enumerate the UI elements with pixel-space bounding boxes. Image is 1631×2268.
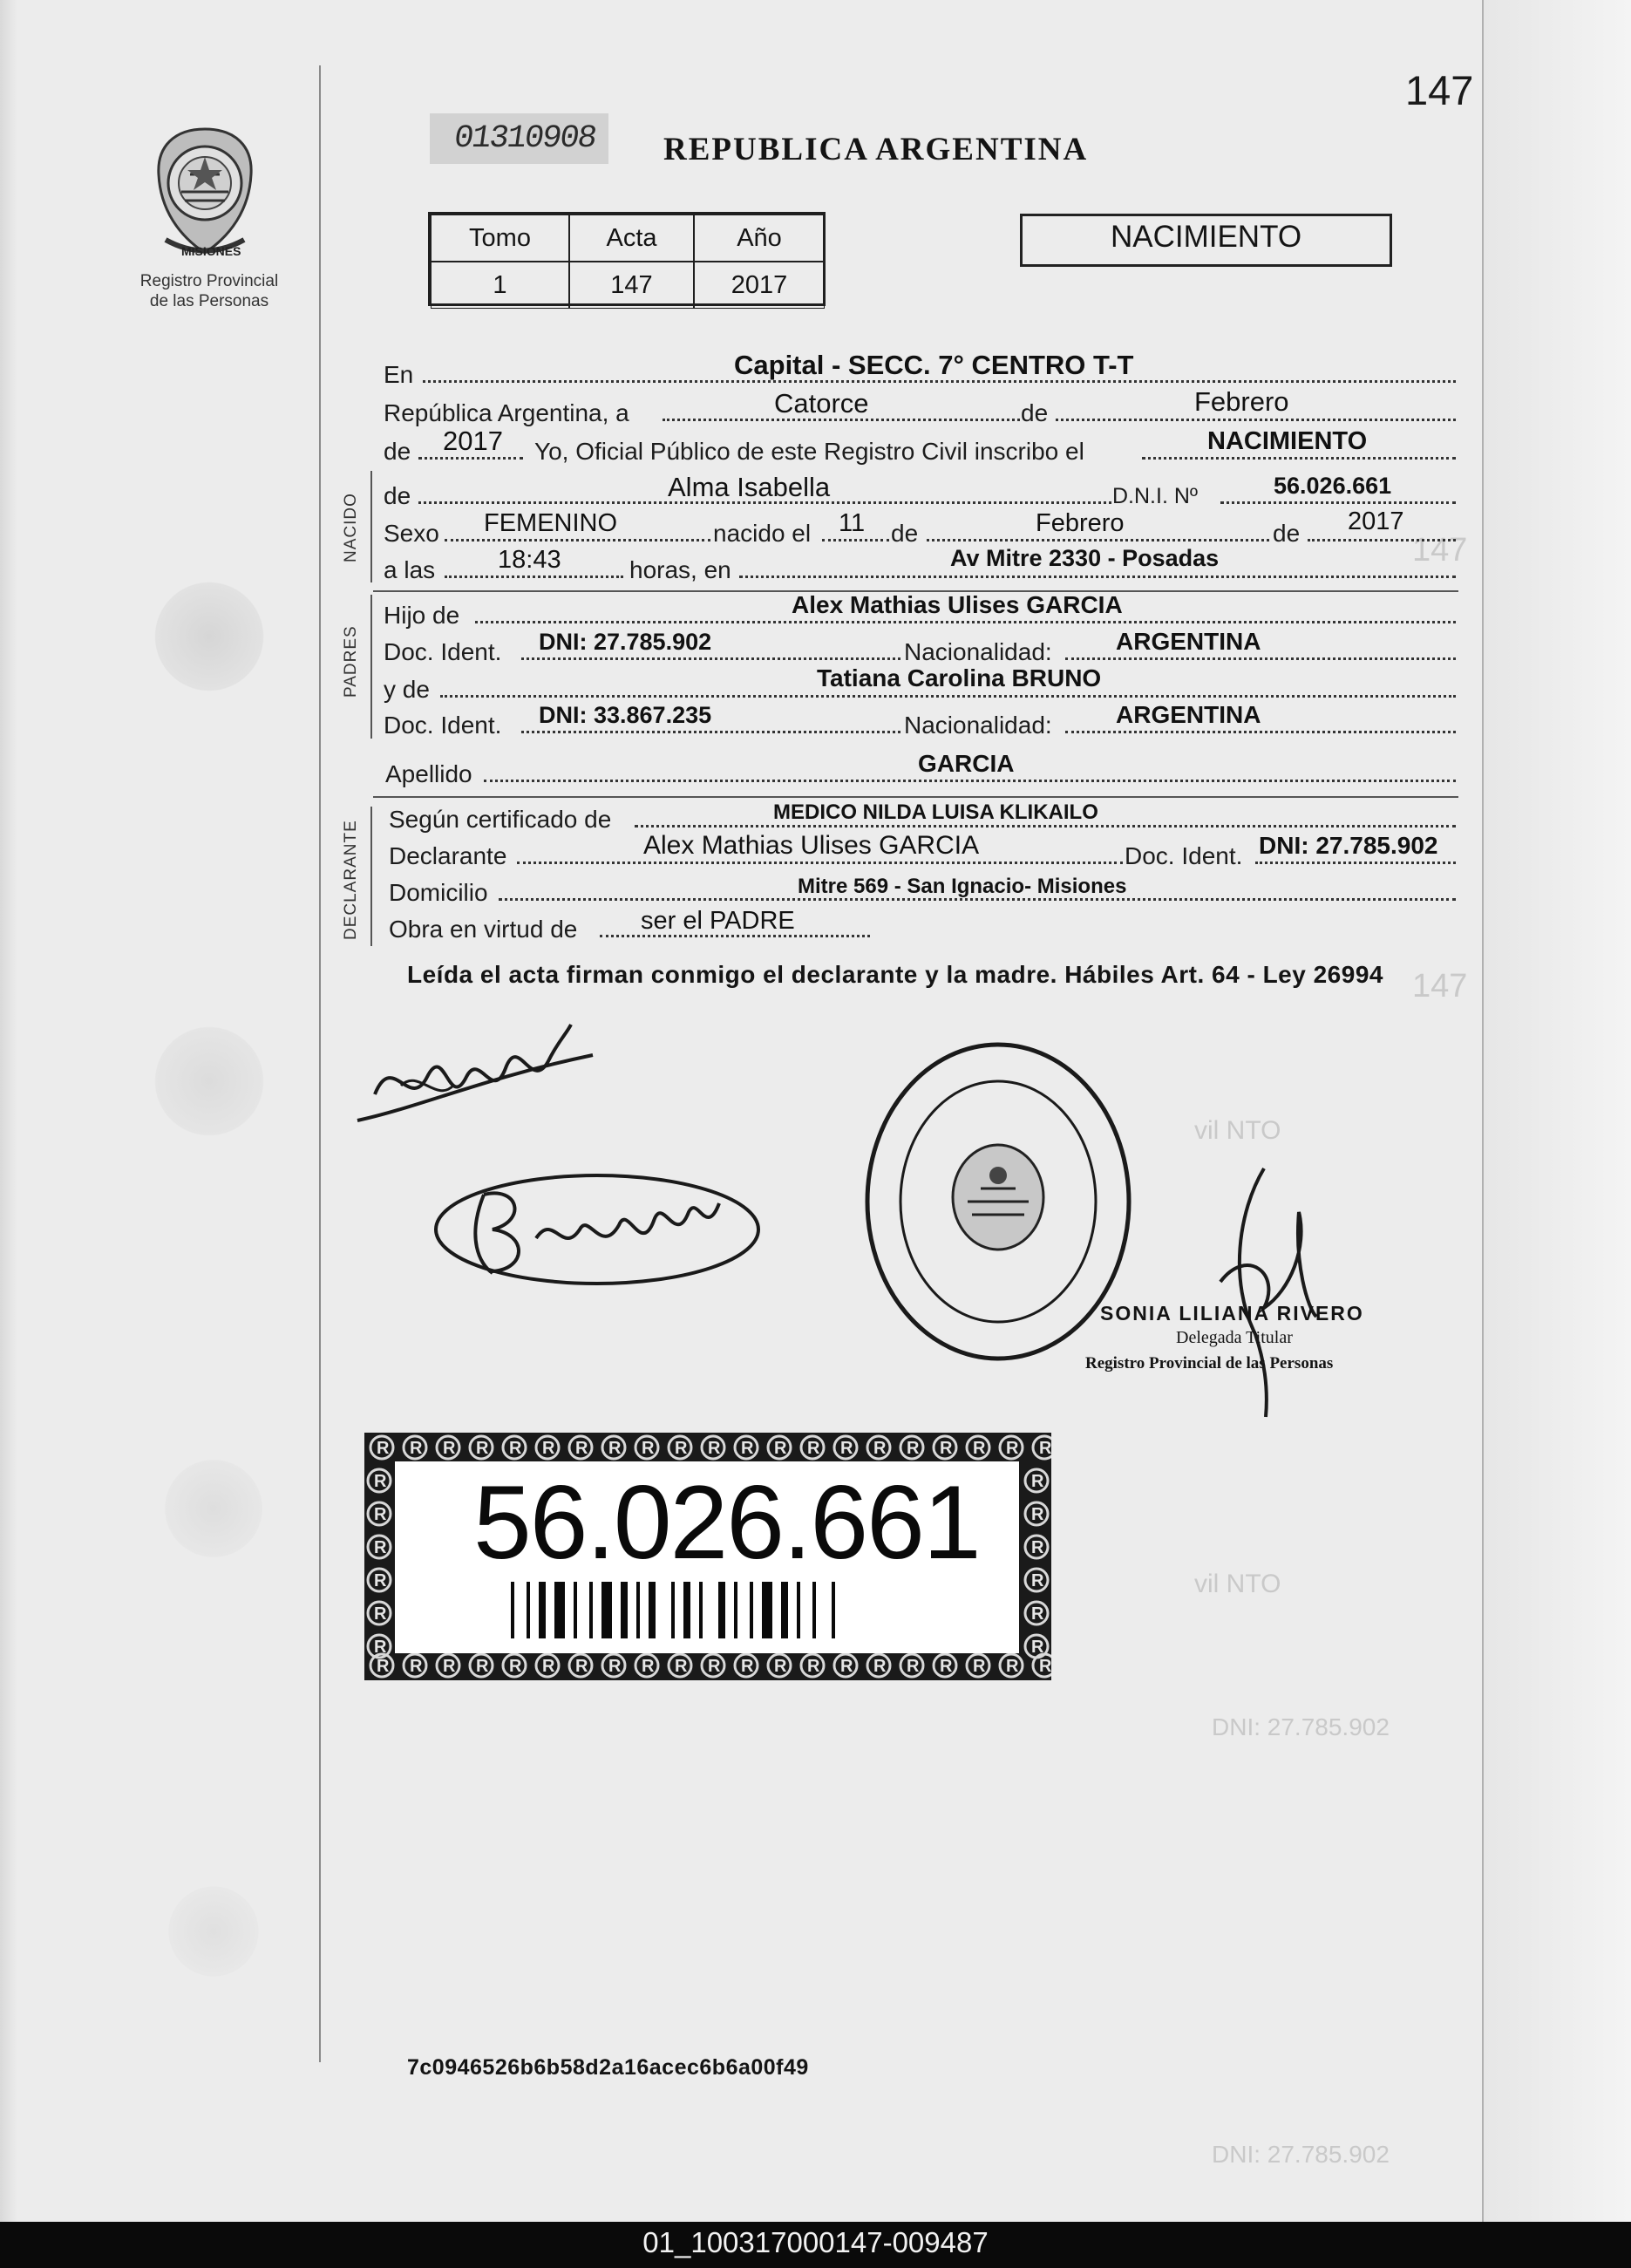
faded-stamp bbox=[148, 571, 270, 702]
reason-value: ser el PADRE bbox=[641, 907, 795, 935]
label-domicilio: Domicilio bbox=[389, 879, 488, 906]
birth-day: 11 bbox=[839, 509, 866, 537]
dotted-line bbox=[1255, 862, 1456, 864]
right-rule bbox=[1482, 0, 1484, 2222]
svg-text:R: R bbox=[509, 1439, 522, 1458]
declarant-signature bbox=[349, 1016, 610, 1173]
svg-text:R: R bbox=[1031, 1538, 1044, 1557]
svg-text:R: R bbox=[608, 1439, 622, 1458]
footer-id: 01_100317000147-009487 bbox=[642, 2226, 989, 2258]
barcode-bars bbox=[511, 1582, 916, 1638]
label-hijo-de: Hijo de bbox=[384, 602, 460, 629]
section-label-padres: PADRES bbox=[342, 625, 360, 698]
document-hash: 7c0946526b6b58d2a16acec6b6a00f49 bbox=[407, 2055, 809, 2080]
surname: GARCIA bbox=[918, 750, 1015, 777]
faded-stamp bbox=[161, 1447, 266, 1570]
label-de-year: de bbox=[1273, 520, 1301, 547]
table-header-acta: Acta bbox=[569, 215, 694, 262]
table-value-acta: 147 bbox=[569, 262, 694, 309]
svg-text:R: R bbox=[476, 1657, 489, 1676]
table-header-anio: Año bbox=[694, 215, 825, 262]
bleed-through-ghost: DNI: 27.785.902 bbox=[1212, 2141, 1390, 2168]
svg-text:R: R bbox=[374, 1604, 387, 1624]
label-yo: Yo, Oficial Público de este Registro Civil inscribo el bbox=[534, 438, 1084, 465]
svg-text:R: R bbox=[675, 1657, 688, 1676]
svg-text:R: R bbox=[443, 1439, 456, 1458]
label-horas-en: horas, en bbox=[629, 556, 731, 583]
page-edge-shadow bbox=[0, 0, 17, 2222]
month-value: Febrero bbox=[1194, 386, 1289, 417]
svg-text:R: R bbox=[374, 1638, 387, 1657]
dotted-line bbox=[663, 419, 1020, 421]
dotted-line bbox=[418, 457, 523, 460]
emblem-caption-2: de las Personas bbox=[149, 292, 269, 310]
label-obra: Obra en virtud de bbox=[389, 916, 578, 943]
official-title: Delegada Titular bbox=[1176, 1328, 1293, 1347]
svg-text:R: R bbox=[675, 1439, 688, 1458]
label-de-month: de bbox=[891, 520, 919, 547]
place-value: Capital - SECC. 7° CENTRO T-T bbox=[734, 350, 1134, 380]
faded-stamp bbox=[166, 1875, 262, 1988]
label-de-nacido: de bbox=[384, 482, 411, 509]
official-seal bbox=[859, 1032, 1138, 1372]
record-type: NACIMIENTO bbox=[1110, 220, 1302, 254]
page-number: 147 bbox=[1405, 67, 1474, 113]
emblem-ring-bottom: MISIONES bbox=[181, 244, 241, 258]
svg-text:R: R bbox=[374, 1472, 387, 1491]
dotted-line bbox=[484, 780, 1456, 782]
svg-text:R: R bbox=[1039, 1439, 1051, 1458]
official-name: SONIA LILIANA RIVERO bbox=[1100, 1302, 1364, 1325]
dotted-line bbox=[521, 731, 900, 733]
svg-text:R: R bbox=[374, 1538, 387, 1557]
child-name: Alma Isabella bbox=[668, 472, 831, 502]
svg-text:R: R bbox=[476, 1439, 489, 1458]
label-de2: de bbox=[384, 438, 411, 465]
svg-text:R: R bbox=[575, 1657, 588, 1676]
table-value-tomo: 1 bbox=[431, 262, 569, 309]
declarant-name: Alex Mathias Ulises GARCIA bbox=[643, 831, 980, 860]
svg-text:R: R bbox=[1031, 1571, 1044, 1590]
svg-text:R: R bbox=[1031, 1505, 1044, 1524]
label-doc-mother: Doc. Ident. bbox=[384, 712, 502, 739]
barcode-number: 56.026.661 bbox=[473, 1464, 980, 1581]
svg-text:R: R bbox=[708, 1439, 721, 1458]
dotted-line bbox=[1308, 539, 1456, 541]
svg-text:R: R bbox=[542, 1657, 555, 1676]
mother-nationality: ARGENTINA bbox=[1116, 701, 1261, 728]
table-value-anio: 2017 bbox=[694, 262, 825, 309]
svg-text:R: R bbox=[443, 1657, 456, 1676]
official-signature bbox=[1203, 1160, 1325, 1421]
certificate-value: MEDICO NILDA LUISA KLIKAILO bbox=[773, 800, 1098, 824]
label-nacionalidad-father: Nacionalidad: bbox=[904, 638, 1052, 665]
birth-time: 18:43 bbox=[498, 546, 561, 574]
svg-text:R: R bbox=[1031, 1638, 1044, 1657]
birth-place: Av Mitre 2330 - Posadas bbox=[950, 545, 1220, 571]
label-republica: República Argentina, a bbox=[384, 399, 629, 426]
label-nacionalidad-mother: Nacionalidad: bbox=[904, 712, 1052, 739]
dotted-line bbox=[475, 621, 1456, 623]
serial-number: 01310908 bbox=[452, 120, 598, 157]
birth-year: 2017 bbox=[1348, 507, 1404, 535]
svg-text:R: R bbox=[374, 1571, 387, 1590]
bleed-through-ghost: 147 bbox=[1412, 532, 1468, 569]
svg-text:R: R bbox=[1031, 1604, 1044, 1624]
official-office: Registro Provincial de las Personas bbox=[1085, 1354, 1334, 1372]
table-header-tomo: Tomo bbox=[431, 215, 569, 262]
label-y-de: y de bbox=[384, 676, 430, 703]
record-table bbox=[428, 212, 826, 306]
svg-text:R: R bbox=[642, 1657, 655, 1676]
sex-value: FEMENINO bbox=[484, 509, 618, 537]
event-value: NACIMIENTO bbox=[1207, 427, 1368, 455]
mother-name: Tatiana Carolina BRUNO bbox=[817, 664, 1102, 691]
section-rule-declarante bbox=[370, 807, 372, 946]
svg-text:R: R bbox=[575, 1439, 588, 1458]
svg-text:R: R bbox=[907, 1439, 920, 1458]
father-name: Alex Mathias Ulises GARCIA bbox=[792, 591, 1123, 618]
svg-text:R: R bbox=[509, 1657, 522, 1676]
label-a-las: a las bbox=[384, 556, 436, 583]
label-certificado: Según certificado de bbox=[389, 806, 612, 833]
svg-text:R: R bbox=[940, 1439, 953, 1458]
svg-text:R: R bbox=[973, 1657, 986, 1676]
svg-text:R: R bbox=[741, 1439, 754, 1458]
svg-text:R: R bbox=[973, 1439, 986, 1458]
dotted-line bbox=[521, 657, 900, 660]
dotted-line bbox=[1142, 457, 1456, 460]
svg-text:R: R bbox=[840, 1439, 853, 1458]
svg-text:R: R bbox=[774, 1439, 787, 1458]
day-word: Catorce bbox=[774, 388, 869, 419]
svg-text:R: R bbox=[873, 1439, 887, 1458]
country-title: REPUBLICA ARGENTINA bbox=[663, 132, 1089, 167]
dotted-line bbox=[423, 380, 1456, 383]
dotted-line bbox=[1220, 501, 1456, 504]
section-rule-padres bbox=[370, 595, 372, 739]
birth-month: Febrero bbox=[1036, 509, 1125, 537]
svg-text:R: R bbox=[374, 1505, 387, 1524]
dotted-line bbox=[445, 576, 623, 578]
svg-text:R: R bbox=[807, 1657, 820, 1676]
dotted-line bbox=[927, 539, 1269, 541]
margin-rule bbox=[319, 65, 321, 2062]
dotted-line bbox=[1065, 731, 1456, 733]
section-label-nacido: NACIDO bbox=[342, 493, 360, 562]
svg-text:R: R bbox=[1006, 1657, 1019, 1676]
year-value: 2017 bbox=[443, 426, 503, 456]
label-en: En bbox=[384, 361, 414, 388]
svg-text:R: R bbox=[741, 1657, 754, 1676]
bleed-through-ghost: vil NTO bbox=[1194, 1570, 1281, 1598]
svg-text:R: R bbox=[410, 1657, 423, 1676]
label-doc-father: Doc. Ident. bbox=[384, 638, 502, 665]
svg-text:R: R bbox=[940, 1657, 953, 1676]
barcode-label bbox=[364, 1433, 1051, 1680]
svg-text:R: R bbox=[642, 1439, 655, 1458]
svg-text:R: R bbox=[840, 1657, 853, 1676]
dotted-line bbox=[1065, 657, 1456, 660]
section-rule-nacido bbox=[370, 471, 372, 582]
dotted-line bbox=[445, 539, 710, 541]
father-doc: DNI: 27.785.902 bbox=[539, 629, 712, 655]
svg-text:R: R bbox=[708, 1657, 721, 1676]
svg-text:R: R bbox=[1031, 1472, 1044, 1491]
svg-text:R: R bbox=[1039, 1657, 1051, 1676]
dotted-line bbox=[517, 862, 1123, 864]
svg-text:R: R bbox=[542, 1439, 555, 1458]
svg-text:R: R bbox=[873, 1657, 887, 1676]
mother-signature bbox=[432, 1160, 763, 1299]
section-label-declarante: DECLARANTE bbox=[342, 820, 360, 940]
bleed-through-ghost: 147 bbox=[1412, 968, 1468, 1005]
label-dni: D.N.I. Nº bbox=[1112, 484, 1199, 508]
dotted-line bbox=[1056, 419, 1456, 421]
section-separator bbox=[373, 796, 1458, 798]
coat-of-arms-icon bbox=[139, 122, 270, 262]
svg-text:R: R bbox=[774, 1657, 787, 1676]
province-emblem bbox=[139, 122, 270, 262]
svg-text:R: R bbox=[1006, 1439, 1019, 1458]
label-doc-declarante: Doc. Ident. bbox=[1125, 842, 1243, 869]
svg-text:R: R bbox=[377, 1657, 390, 1676]
dotted-line bbox=[600, 935, 870, 937]
label-de: de bbox=[1021, 399, 1049, 426]
label-declarante: Declarante bbox=[389, 842, 507, 869]
label-nacido-el: nacido el bbox=[713, 520, 812, 547]
mother-doc: DNI: 33.867.235 bbox=[539, 702, 712, 728]
bleed-through-strip bbox=[1482, 0, 1631, 2222]
svg-text:R: R bbox=[410, 1439, 423, 1458]
label-apellido: Apellido bbox=[385, 760, 472, 787]
svg-text:R: R bbox=[907, 1657, 920, 1676]
label-sexo: Sexo bbox=[384, 520, 439, 547]
svg-text:R: R bbox=[807, 1439, 820, 1458]
barcode-panel bbox=[395, 1461, 1019, 1653]
dotted-line bbox=[822, 539, 889, 541]
address-value: Mitre 569 - San Ignacio- Misiones bbox=[798, 875, 1127, 898]
dotted-line bbox=[739, 576, 1456, 578]
bleed-through-ghost: DNI: 27.785.902 bbox=[1212, 1713, 1390, 1740]
dotted-line bbox=[440, 695, 1456, 698]
declarant-doc: DNI: 27.785.902 bbox=[1259, 832, 1438, 859]
svg-text:R: R bbox=[377, 1439, 390, 1458]
bleed-through-ghost: vil NTO bbox=[1194, 1116, 1281, 1145]
svg-text:R: R bbox=[608, 1657, 622, 1676]
faded-stamp bbox=[148, 1016, 270, 1147]
child-dni: 56.026.661 bbox=[1274, 473, 1392, 499]
closing-note: Leída el acta firman conmigo el declarante y la madre. Hábiles Art. 64 - Ley 26994 bbox=[407, 961, 1383, 988]
father-nationality: ARGENTINA bbox=[1116, 628, 1261, 655]
emblem-caption-1: Registro Provincial bbox=[139, 272, 279, 290]
